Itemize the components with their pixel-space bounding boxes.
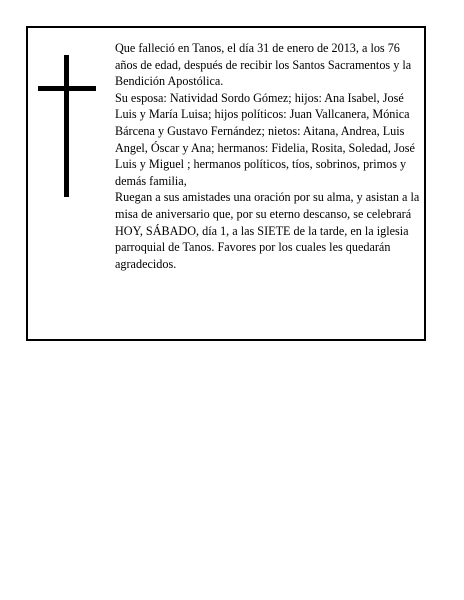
cross-icon bbox=[38, 55, 98, 197]
family-members-paragraph: Su esposa: Natividad Sordo Gómez; hijos: Ana Isabel, José Luis y María Luisa; hijos políticos: Juan Vallcanera, Mónica Bárcena y Gustavo Fernández; nietos: Aitana, Andrea, Luis Angel, Óscar y Ana; hermanos: Fidelia, Rosita, Soledad, José Luis y Miguel ; hermanos políticos, tíos, sobrinos, primos y demás familia, bbox=[115, 90, 415, 188]
notice-text bbox=[115, 40, 425, 272]
mass-invitation-paragraph: Ruegan a sus amistades una oración por su alma, y asistan a la misa de aniversario que, por su eterno descanso, se celebrará HOY, SÁBADO, día 1, a las SIETE de la tarde, en la iglesia parroquial de Tanos. Favores por los cuales les quedarán agradecidos. bbox=[115, 190, 420, 271]
obituary-notice bbox=[26, 26, 426, 341]
death-announcement-paragraph: Que falleció en Tanos, el día 31 de enero de 2013, a los 76 años de edad, después de recibir los Santos Sacramentos y la Bendición Apostólica. bbox=[115, 41, 412, 89]
cross-vertical-bar bbox=[64, 55, 69, 197]
cross-horizontal-bar bbox=[38, 86, 96, 91]
